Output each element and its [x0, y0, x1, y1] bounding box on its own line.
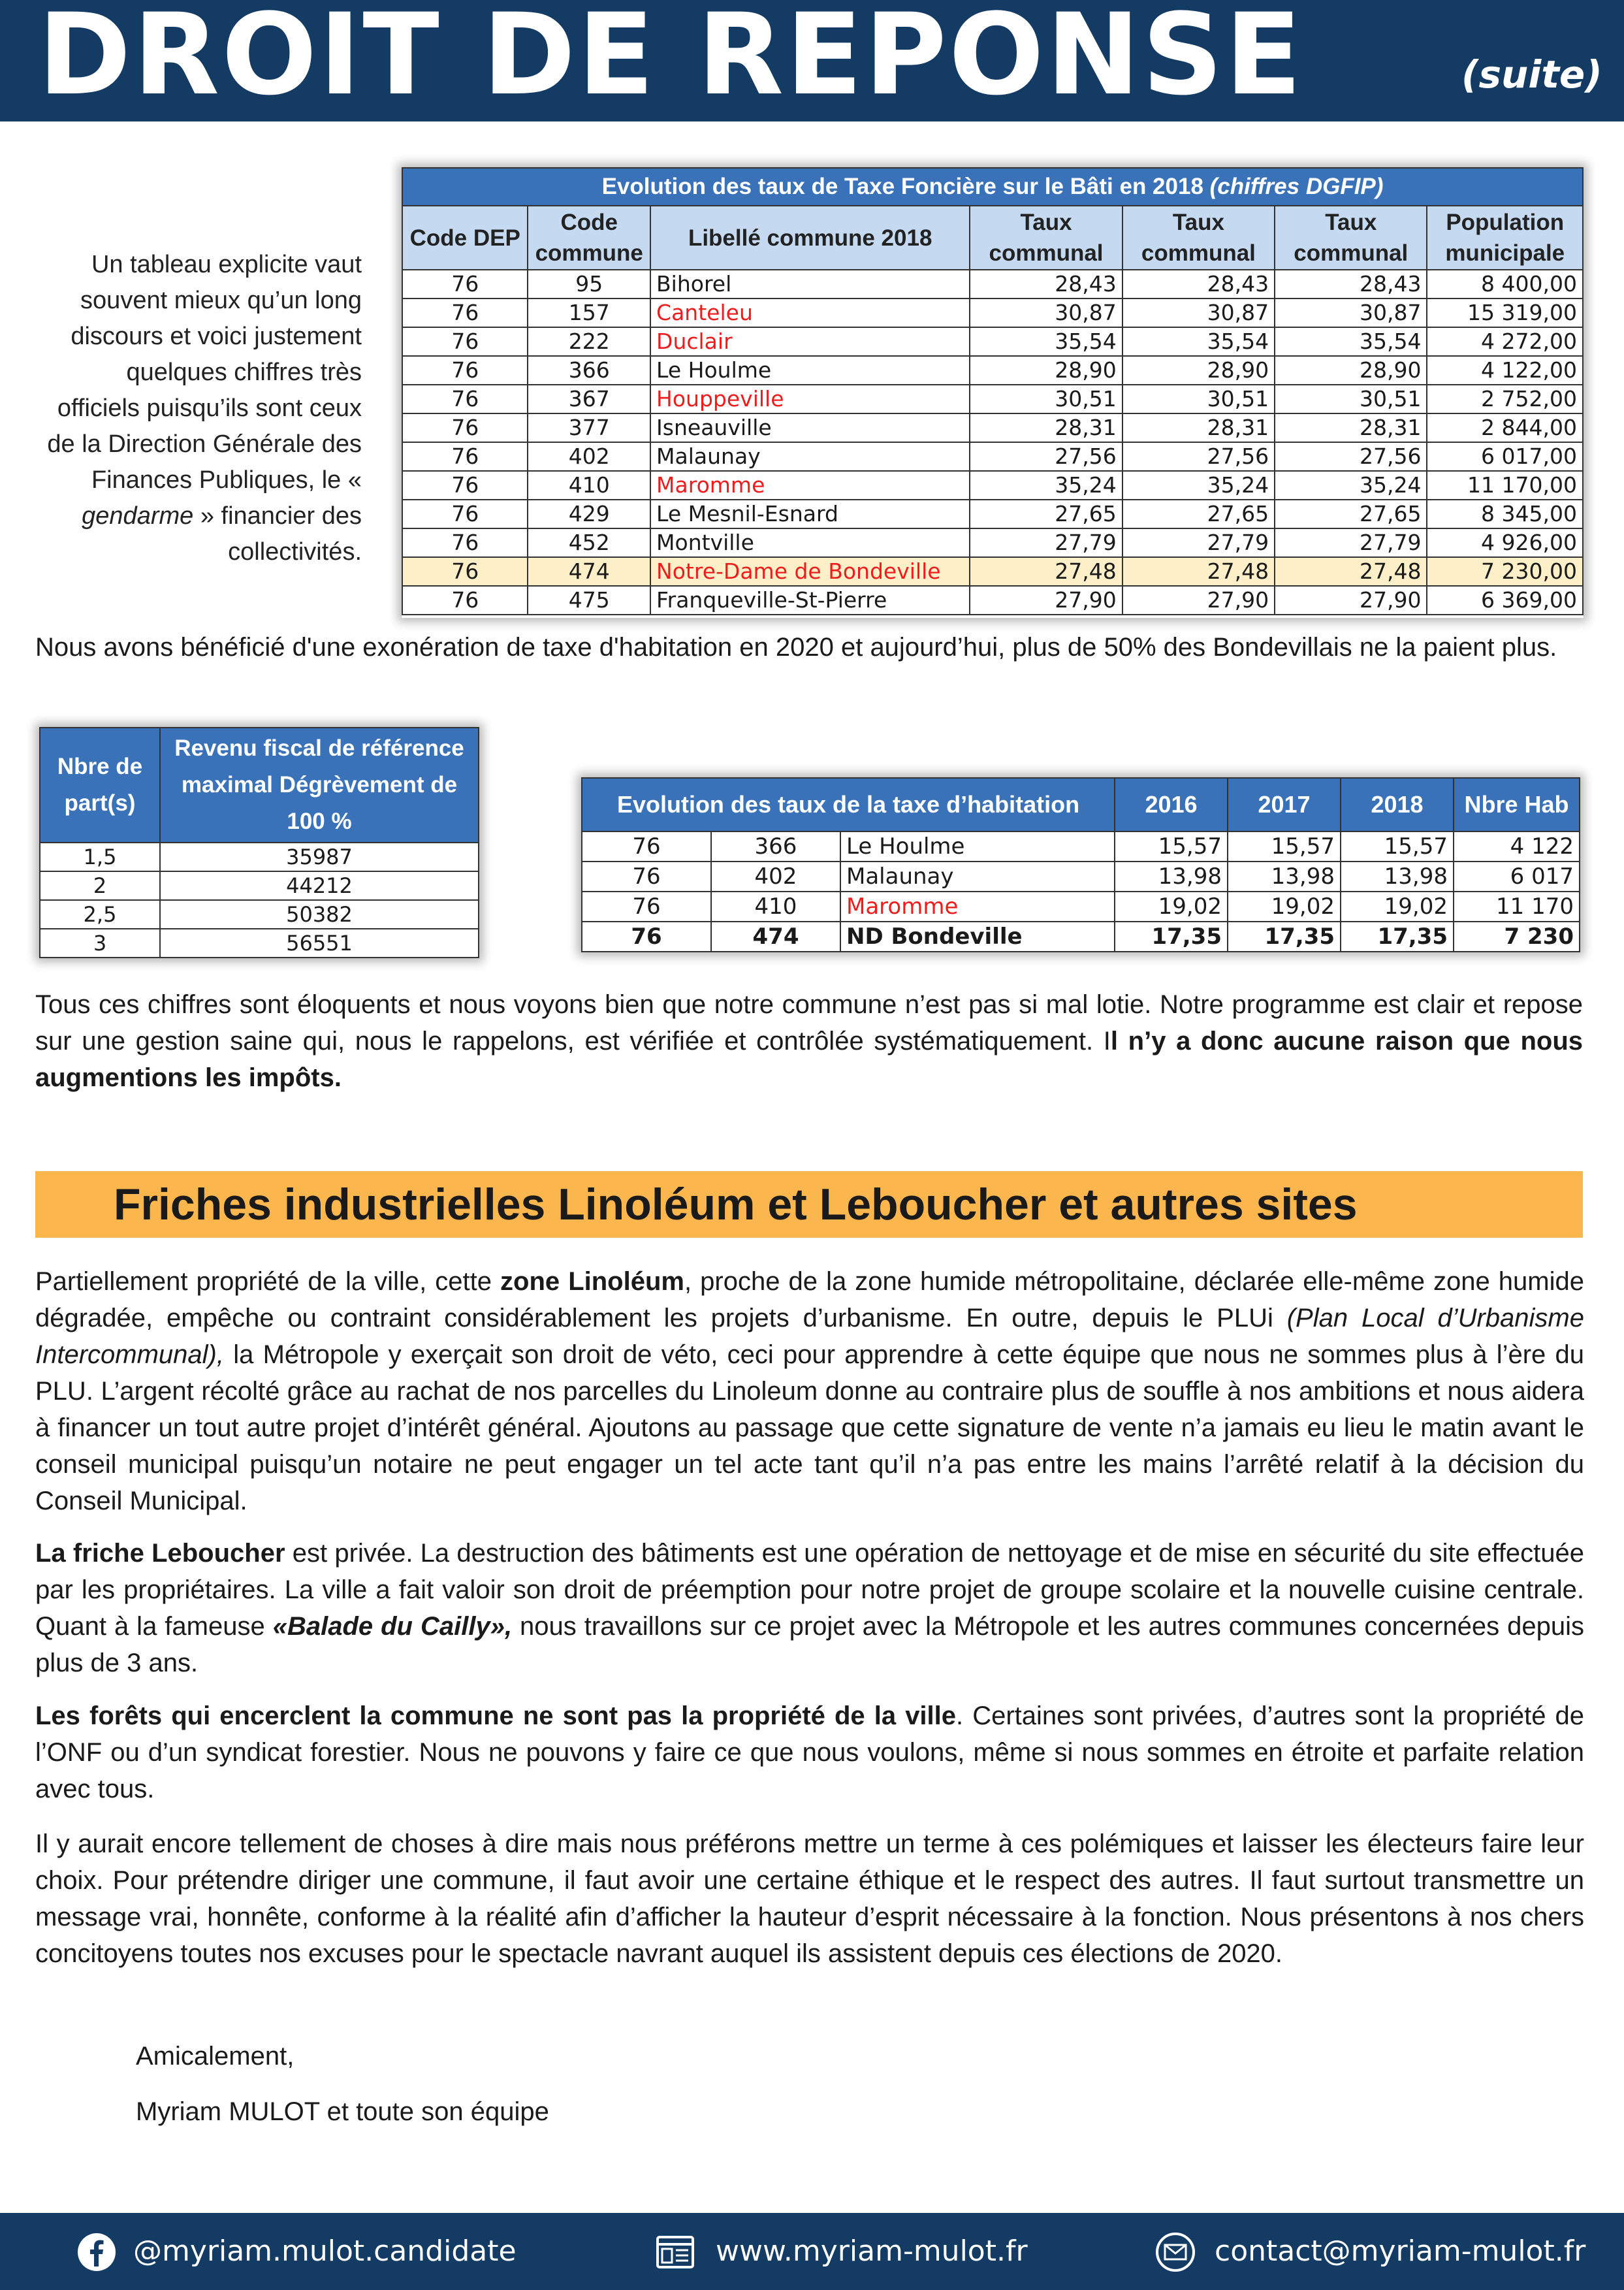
dep-code-cell: 76: [402, 442, 528, 471]
commune-name-cell: Le Houlme: [650, 356, 970, 385]
tax-rate-cell: 35,54: [1275, 327, 1427, 356]
foncier-header-row: [402, 206, 1583, 270]
para-bold-text: l n’y a donc aucune raison que nous augmentions les impôts.: [35, 1027, 1584, 1092]
inhabitants-cell: 7 230: [1454, 922, 1580, 952]
commune-code-cell: 402: [711, 862, 840, 892]
tax-rate-cell: 28,31: [1122, 413, 1275, 442]
para-italic-text: (Plan Local d’Urbanisme Intercommunal),: [35, 1304, 1584, 1369]
commune-name-cell: Malaunay: [650, 442, 970, 471]
table-row: [582, 862, 1580, 892]
revenue-cell: 56551: [160, 929, 479, 958]
table-row: [402, 327, 1583, 356]
population-cell: 6 017,00: [1427, 442, 1583, 471]
population-cell: 8 345,00: [1427, 500, 1583, 528]
commune-name-cell: Bihorel: [650, 270, 970, 298]
conclusion-figures-paragraph: [35, 986, 1583, 1096]
parts-count-cell: 1,5: [40, 843, 160, 871]
commune-code-cell: 429: [528, 500, 650, 528]
section-header-bar: [35, 1171, 1583, 1238]
parts-table: [39, 727, 479, 958]
table-row: [402, 557, 1583, 586]
foncier-table: [402, 167, 1584, 615]
para-text: Partiellement propriété de la ville, cette: [35, 1267, 501, 1296]
tax-rate-cell: 17,35: [1228, 922, 1341, 952]
tax-rate-cell: 28,90: [1275, 356, 1427, 385]
tax-rate-cell: 15,57: [1115, 831, 1228, 862]
table-row: [402, 298, 1583, 327]
dep-code-cell: 76: [402, 327, 528, 356]
tax-rate-cell: 27,79: [970, 528, 1122, 557]
foncier-table-caption: [402, 168, 1583, 206]
dep-code-cell: 76: [402, 298, 528, 327]
para-text: nous travaillons sur ce projet avec la Métropole et les autres communes concernées depuis plus de 3 ans.: [35, 1612, 1585, 1677]
page-banner: [0, 0, 1624, 121]
website-link[interactable]: www.myriam-mulot.fr: [716, 2234, 1028, 2268]
table-row: [402, 356, 1583, 385]
leboucher-paragraph: [35, 1535, 1584, 1681]
commune-code-cell: 474: [528, 557, 650, 586]
commune-code-cell: 474: [711, 922, 840, 952]
column-header: Nbre de part(s): [40, 728, 160, 843]
column-header: Evolution des taux de la taxe d’habitation: [582, 778, 1115, 831]
tax-rate-cell: 17,35: [1115, 922, 1228, 952]
commune-code-cell: 366: [711, 831, 840, 862]
tax-rate-cell: 27,90: [1275, 586, 1427, 615]
commune-name-cell: Maromme: [650, 471, 970, 500]
dep-code-cell: 76: [582, 892, 711, 922]
population-cell: 11 170,00: [1427, 471, 1583, 500]
commune-name-cell: Malaunay: [840, 862, 1115, 892]
tax-rate-cell: 35,54: [970, 327, 1122, 356]
tax-rate-cell: 28,43: [1122, 270, 1275, 298]
table-row: [40, 871, 479, 900]
tax-rate-cell: 27,90: [970, 586, 1122, 615]
page-title: DROIT DE REPONSE: [38, 0, 1304, 120]
table-row: [402, 528, 1583, 557]
table-row: [582, 922, 1580, 952]
table-row: [402, 413, 1583, 442]
tax-rate-cell: 35,24: [970, 471, 1122, 500]
population-cell: 7 230,00: [1427, 557, 1583, 586]
population-cell: 2 844,00: [1427, 413, 1583, 442]
parts-count-cell: 2,5: [40, 900, 160, 929]
commune-name-cell: Le Mesnil-Esnard: [650, 500, 970, 528]
para-text: . Certaines sont privées, d’autres sont la propriété de l’ONF ou d’un syndicat forestier. Nous ne pouvons y faire ce que nous voulons, même si nous sommes en étroite et parfaite relation avec tous.: [35, 1701, 1585, 1803]
commune-name-cell: Isneauville: [650, 413, 970, 442]
inhabitants-cell: 6 017: [1454, 862, 1580, 892]
parts-count-cell: 3: [40, 929, 160, 958]
para-text: la Métropole y exerçait son droit de véto, ceci pour apprendre à cette équipe que nous ne sommes plus à l’ère du PLU. L’argent récolté grâce au rachat de nos parcelles du Linoleum donne au contraire plus de souffle à nos ambitions et nous aidera à financer un tout autre projet d’intérêt général. Ajoutons au passage que cette signature de vente n’a jamais eu lieu le matin avant le conseil municipal puisqu’un notaire ne peut engager un tel acte tant qu’il n’a pas entre les mains l’arrêté relatif à la décision du Conseil Municipal.: [35, 1340, 1584, 1515]
dep-code-cell: 76: [402, 528, 528, 557]
tax-rate-cell: 30,87: [970, 298, 1122, 327]
tax-rate-cell: 27,65: [1275, 500, 1427, 528]
population-cell: 15 319,00: [1427, 298, 1583, 327]
commune-name-cell: Houppeville: [650, 385, 970, 413]
commune-name-cell: Canteleu: [650, 298, 970, 327]
commune-code-cell: 367: [528, 385, 650, 413]
commune-code-cell: 95: [528, 270, 650, 298]
intro-note-italic: gendarme: [82, 502, 194, 530]
column-header: Code DEP: [402, 206, 528, 270]
population-cell: 2 752,00: [1427, 385, 1583, 413]
title-suite-label: (suite): [1461, 52, 1602, 97]
tax-rate-cell: 30,87: [1275, 298, 1427, 327]
dep-code-cell: 76: [402, 586, 528, 615]
habitation-table: [581, 777, 1580, 952]
intro-note: [46, 247, 362, 570]
commune-code-cell: 402: [528, 442, 650, 471]
column-header: 2017: [1228, 778, 1341, 831]
tax-rate-cell: 30,87: [1122, 298, 1275, 327]
email-link[interactable]: contact@myriam-mulot.fr: [1215, 2234, 1586, 2268]
section-title: Friches industrielles Linoléum et Leboucher et autres sites: [114, 1180, 1358, 1229]
inhabitants-cell: 11 170: [1454, 892, 1580, 922]
tax-rate-cell: 27,56: [1275, 442, 1427, 471]
column-header: 2016: [1115, 778, 1228, 831]
table-row: [402, 586, 1583, 615]
foncier-caption-text: Evolution des taux de Taxe Foncière sur le Bâti en 2018: [601, 174, 1210, 199]
commune-code-cell: 377: [528, 413, 650, 442]
linoleum-paragraph: [35, 1263, 1584, 1519]
para-bold-italic-text: «Balade du Cailly»,: [272, 1612, 513, 1641]
table-row: [582, 831, 1580, 862]
tax-rate-cell: 13,98: [1228, 862, 1341, 892]
column-header: Revenu fiscal de référence maximal Dégrèvement de 100 %: [160, 728, 479, 843]
commune-code-cell: 157: [528, 298, 650, 327]
column-header: Nbre Hab: [1454, 778, 1580, 831]
dep-code-cell: 76: [582, 922, 711, 952]
population-cell: 4 272,00: [1427, 327, 1583, 356]
table-row: [402, 500, 1583, 528]
table-row: [402, 270, 1583, 298]
table-row: [402, 442, 1583, 471]
parts-count-cell: 2: [40, 871, 160, 900]
dep-code-cell: 76: [402, 270, 528, 298]
tax-rate-cell: 28,31: [1275, 413, 1427, 442]
tax-rate-cell: 27,56: [970, 442, 1122, 471]
table-row: [40, 900, 479, 929]
tax-rate-cell: 27,56: [1122, 442, 1275, 471]
commune-name-cell: Notre-Dame de Bondeville: [650, 557, 970, 586]
forets-paragraph: [35, 1698, 1584, 1807]
habitation-table-card: [581, 777, 1580, 952]
dep-code-cell: 76: [402, 500, 528, 528]
table-row: [402, 385, 1583, 413]
parts-table-body: [40, 843, 479, 958]
column-header: Population municipale: [1427, 206, 1583, 270]
tax-rate-cell: 35,24: [1275, 471, 1427, 500]
column-header: Taux communal: [970, 206, 1122, 270]
tax-rate-cell: 17,35: [1341, 922, 1454, 952]
column-header: Code commune: [528, 206, 650, 270]
tax-rate-cell: 19,02: [1228, 892, 1341, 922]
intro-note-text: Un tableau explicite vaut souvent mieux qu’un long discours et voici justement quelques chiffres très officiels puisqu’ils sont ceux de la Direction Générale des Finances Publiques, le «: [47, 251, 362, 494]
revenue-cell: 35987: [160, 843, 479, 871]
para-text: est privée. La destruction des bâtiments est une opération de nettoyage et de mise en sécurité du site effectuée par les propriétaires. La ville a fait valoir son droit de préemption pour notre projet de groupe scolaire et la nouvelle cuisine centrale. Quant à la fameuse: [35, 1539, 1584, 1641]
parts-table-card: [39, 727, 479, 958]
foncier-caption-source: (chiffres DGFIP): [1209, 174, 1384, 199]
revenue-cell: 44212: [160, 871, 479, 900]
para-text: , proche de la zone humide métropolitaine, déclarée elle-même zone humide dégradée, empêche ou contraint considérablement les projets d’urbanisme. En outre, depuis le PLUi: [35, 1267, 1584, 1332]
column-header: 2018: [1341, 778, 1454, 831]
web-page-icon[interactable]: [656, 2233, 695, 2272]
tax-rate-cell: 13,98: [1341, 862, 1454, 892]
commune-name-cell: ND Bondeville: [840, 922, 1115, 952]
dep-code-cell: 76: [402, 413, 528, 442]
commune-name-cell: Le Houlme: [840, 831, 1115, 862]
commune-code-cell: 475: [528, 586, 650, 615]
commune-code-cell: 452: [528, 528, 650, 557]
tax-rate-cell: 13,98: [1115, 862, 1228, 892]
para-text: Tous ces chiffres sont éloquents et nous voyons bien que notre commune n’est pas si mal lotie. Notre programme est clair et repose sur une gestion saine qui, nous le rappelons, est vérifiée et contrôlée systématiquement. I: [35, 990, 1583, 1056]
facebook-link[interactable]: @myriam.mulot.candidate: [133, 2234, 517, 2268]
inhabitants-cell: 4 122: [1454, 831, 1580, 862]
commune-name-cell: Franqueville-St-Pierre: [650, 586, 970, 615]
dep-code-cell: 76: [582, 831, 711, 862]
tax-rate-cell: 27,65: [970, 500, 1122, 528]
commune-code-cell: 222: [528, 327, 650, 356]
population-cell: 4 122,00: [1427, 356, 1583, 385]
table-row: [582, 892, 1580, 922]
population-cell: 6 369,00: [1427, 586, 1583, 615]
tax-rate-cell: 28,31: [970, 413, 1122, 442]
population-cell: 8 400,00: [1427, 270, 1583, 298]
dep-code-cell: 76: [402, 385, 528, 413]
tax-rate-cell: 28,43: [1275, 270, 1427, 298]
column-header: Libellé commune 2018: [650, 206, 970, 270]
tax-rate-cell: 28,90: [1122, 356, 1275, 385]
foncier-table-body: [402, 270, 1583, 615]
tax-rate-cell: 27,48: [1275, 557, 1427, 586]
dep-code-cell: 76: [402, 471, 528, 500]
population-cell: 4 926,00: [1427, 528, 1583, 557]
facebook-icon[interactable]: [77, 2233, 116, 2272]
tax-rate-cell: 15,57: [1341, 831, 1454, 862]
tax-rate-cell: 30,51: [1122, 385, 1275, 413]
column-header: Taux communal: [1275, 206, 1427, 270]
commune-name-cell: Duclair: [650, 327, 970, 356]
para-bold-text: Les forêts qui encerclent la commune ne sont pas la propriété de la ville: [35, 1701, 957, 1730]
signature: Myriam MULOT et toute son équipe: [136, 2097, 549, 2126]
dep-code-cell: 76: [402, 557, 528, 586]
tax-rate-cell: 19,02: [1341, 892, 1454, 922]
tax-rate-cell: 27,48: [1122, 557, 1275, 586]
closing-paragraph: Il y aurait encore tellement de choses à dire mais nous préférons mettre un terme à ces polémiques et laisser les électeurs faire leur choix. Pour prétendre diriger une commune, il faut avoir une certaine éthique et le respect des autres. Il faut surtout transmettre un message vrai, honnête, conforme à la réalité afin d’afficher la hauteur d’esprit nécessaire à la fonction. Nous présentons à nos chers concitoyens toutes nos excuses pour le spectacle navrant auquel ils assistent depuis ces élections de 2020.: [35, 1830, 1584, 1968]
table-row: [402, 471, 1583, 500]
tax-rate-cell: 27,79: [1275, 528, 1427, 557]
commune-code-cell: 366: [528, 356, 650, 385]
tax-rate-cell: 28,43: [970, 270, 1122, 298]
tax-rate-cell: 30,51: [1275, 385, 1427, 413]
commune-name-cell: Maromme: [840, 892, 1115, 922]
tax-rate-cell: 28,90: [970, 356, 1122, 385]
envelope-icon[interactable]: [1156, 2233, 1195, 2272]
table-row: [40, 929, 479, 958]
tax-rate-cell: 27,90: [1122, 586, 1275, 615]
habitation-table-body: [582, 831, 1580, 952]
commune-code-cell: 410: [528, 471, 650, 500]
closing-salutation: Amicalement,: [136, 2042, 295, 2071]
para-bold-text: zone Linoléum: [500, 1267, 684, 1296]
commune-name-cell: Montville: [650, 528, 970, 557]
footer-bar: [0, 2213, 1624, 2290]
intro-note-text-end: » financier des collectivités.: [200, 502, 362, 566]
revenue-cell: 50382: [160, 900, 479, 929]
tax-rate-cell: 27,65: [1122, 500, 1275, 528]
tax-rate-cell: 27,48: [970, 557, 1122, 586]
tax-rate-cell: 27,79: [1122, 528, 1275, 557]
tax-rate-cell: 19,02: [1115, 892, 1228, 922]
tax-rate-cell: 35,54: [1122, 327, 1275, 356]
para-bold-text: La friche Leboucher: [35, 1539, 285, 1568]
tax-rate-cell: 15,57: [1228, 831, 1341, 862]
foncier-table-card: [402, 167, 1584, 618]
dep-code-cell: 76: [582, 862, 711, 892]
dep-code-cell: 76: [402, 356, 528, 385]
commune-code-cell: 410: [711, 892, 840, 922]
exoneration-paragraph: Nous avons bénéficié d'une exonération de taxe d'habitation en 2020 et aujourd’hui, plus de 50% des Bondevillais ne la paient plus.: [35, 633, 1557, 662]
table-row: [40, 843, 479, 871]
tax-rate-cell: 35,24: [1122, 471, 1275, 500]
column-header: Taux communal: [1122, 206, 1275, 270]
tax-rate-cell: 30,51: [970, 385, 1122, 413]
